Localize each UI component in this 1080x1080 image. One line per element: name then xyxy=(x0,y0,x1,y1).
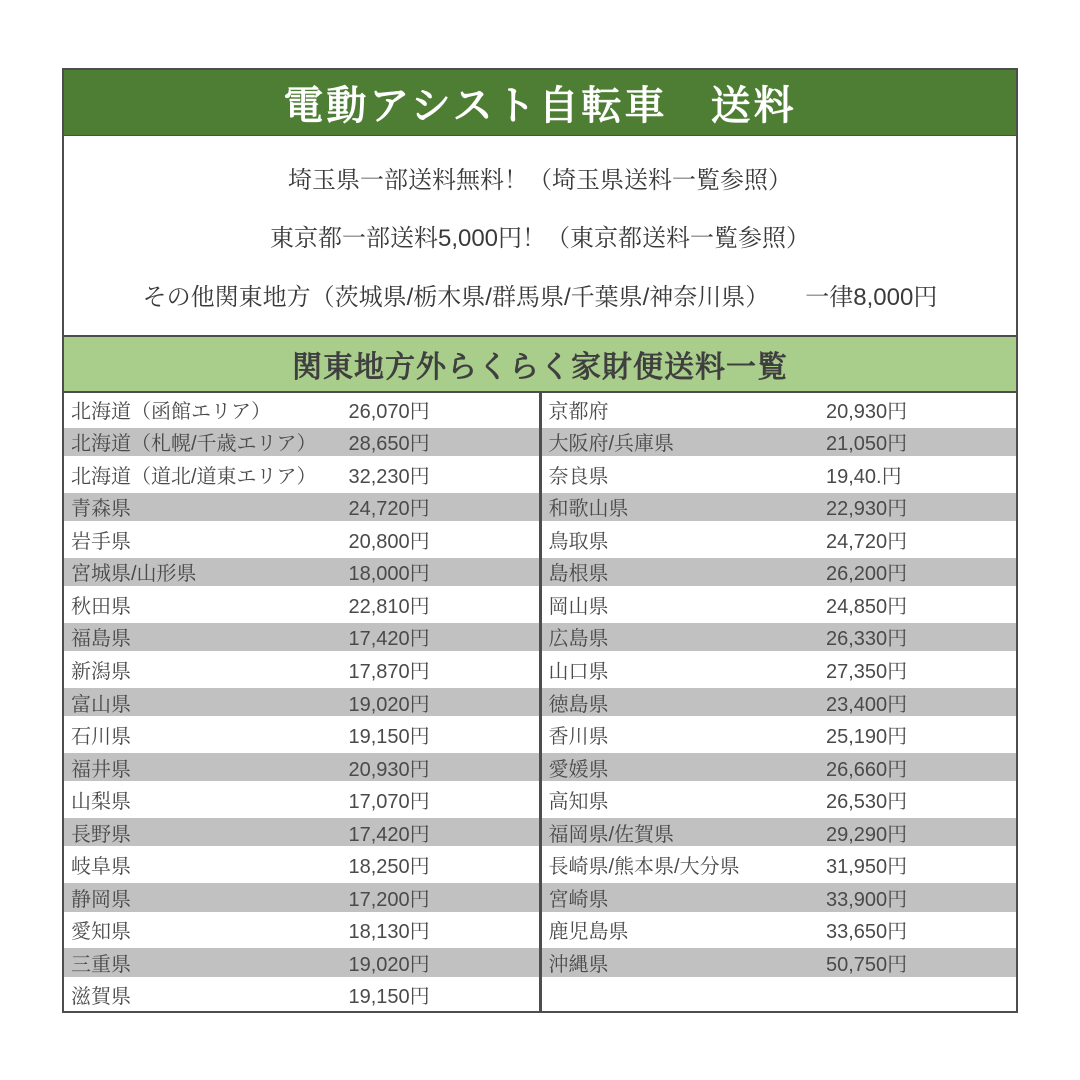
price-value: 17,870円 xyxy=(348,661,430,684)
region-label: 山梨県 xyxy=(71,791,131,814)
table-row xyxy=(64,393,539,426)
price-value: 18,130円 xyxy=(348,921,430,944)
region-label: 北海道（函館エリア） xyxy=(71,400,271,423)
table-row xyxy=(542,556,1017,589)
table-row xyxy=(64,491,539,524)
table-row xyxy=(64,751,539,784)
price-value: 27,350円 xyxy=(826,661,908,684)
fee-table xyxy=(64,393,1016,1011)
region-label: 福井県 xyxy=(71,758,131,781)
fee-table-right-column xyxy=(542,393,1017,1011)
region-label: 京都府 xyxy=(548,400,609,423)
table-row xyxy=(542,946,1017,979)
price-value: 17,420円 xyxy=(348,823,430,846)
table-row xyxy=(64,588,539,621)
price-value: 26,330円 xyxy=(826,628,908,651)
table-row xyxy=(64,914,539,947)
region-label: 石川県 xyxy=(71,726,131,749)
region-label: 北海道（道北/道東エリア） xyxy=(71,465,317,488)
note-saitama: 埼玉県一部送料無料！（埼玉県送料一覧参照） xyxy=(288,166,792,194)
fee-table-header-label: 関東地方外らくらく家財便送料一覧 xyxy=(292,351,788,384)
price-value: 20,930円 xyxy=(348,758,430,781)
table-row xyxy=(542,848,1017,881)
table-row xyxy=(542,621,1017,654)
price-value: 20,930円 xyxy=(826,400,908,423)
table-row xyxy=(64,653,539,686)
fee-table-left-column xyxy=(64,393,539,1011)
region-label: 岩手県 xyxy=(71,530,131,553)
region-label: 香川県 xyxy=(548,726,609,749)
region-label: 島根県 xyxy=(548,563,609,586)
price-value: 26,660円 xyxy=(826,758,908,781)
table-row xyxy=(542,718,1017,751)
price-value: 18,250円 xyxy=(348,856,430,879)
table-row xyxy=(542,979,1017,1012)
table-row xyxy=(542,816,1017,849)
price-value: 19,150円 xyxy=(348,726,430,749)
price-value: 50,750円 xyxy=(826,953,908,976)
price-value: 19,40.円 xyxy=(826,465,902,488)
note-kanto-other: その他関東地方（茨城県/栃木県/群馬県/千葉県/神奈川県） 一律8,000円 xyxy=(142,283,938,311)
region-label: 宮城県/山形県 xyxy=(71,563,197,586)
price-value: 19,150円 xyxy=(348,986,430,1009)
region-label: 徳島県 xyxy=(548,693,609,716)
region-label: 富山県 xyxy=(71,693,131,716)
price-value: 19,020円 xyxy=(348,953,430,976)
fee-table-header xyxy=(64,335,1016,393)
price-value: 19,020円 xyxy=(348,693,430,716)
price-value: 25,190円 xyxy=(826,726,908,749)
region-label: 秋田県 xyxy=(71,595,131,618)
region-label: 愛知県 xyxy=(71,921,131,944)
price-value: 31,950円 xyxy=(826,856,908,879)
region-label: 愛媛県 xyxy=(548,758,609,781)
region-label: 長崎県/熊本県/大分県 xyxy=(548,856,740,879)
region-label: 山口県 xyxy=(548,661,609,684)
price-value: 20,800円 xyxy=(348,530,430,553)
region-label: 広島県 xyxy=(548,628,609,651)
price-value: 24,850円 xyxy=(826,595,908,618)
price-value: 33,650円 xyxy=(826,921,908,944)
region-label: 和歌山県 xyxy=(548,498,629,521)
price-value: 24,720円 xyxy=(826,530,908,553)
table-row xyxy=(542,881,1017,914)
price-value: 32,230円 xyxy=(348,465,430,488)
price-value: 22,810円 xyxy=(348,595,430,618)
table-row xyxy=(542,491,1017,524)
price-value: 22,930円 xyxy=(826,498,908,521)
region-label: 岐阜県 xyxy=(71,856,131,879)
region-label: 福島県 xyxy=(71,628,131,651)
region-label: 沖縄県 xyxy=(548,953,609,976)
region-label: 長野県 xyxy=(71,823,131,846)
region-label: 鳥取県 xyxy=(548,530,609,553)
region-label: 青森県 xyxy=(71,498,131,521)
table-row xyxy=(64,523,539,556)
region-label: 高知県 xyxy=(548,791,609,814)
table-row xyxy=(64,816,539,849)
region-label: 奈良県 xyxy=(548,465,609,488)
price-value: 26,530円 xyxy=(826,791,908,814)
region-label: 三重県 xyxy=(71,953,131,976)
table-row xyxy=(64,458,539,491)
price-value: 17,420円 xyxy=(348,628,430,651)
notes-section xyxy=(64,136,1016,335)
region-label: 福岡県/佐賀県 xyxy=(548,823,675,846)
region-label: 静岡県 xyxy=(71,888,131,911)
table-row xyxy=(64,881,539,914)
region-label: 宮崎県 xyxy=(548,888,609,911)
table-row xyxy=(542,751,1017,784)
table-row xyxy=(64,556,539,589)
table-row xyxy=(542,523,1017,556)
region-label: 岡山県 xyxy=(548,595,609,618)
table-row xyxy=(64,783,539,816)
price-value: 23,400円 xyxy=(826,693,908,716)
table-row xyxy=(542,914,1017,947)
table-row xyxy=(542,393,1017,426)
table-row xyxy=(542,458,1017,491)
price-value: 28,650円 xyxy=(348,433,430,456)
region-label: 鹿児島県 xyxy=(548,921,629,944)
table-row xyxy=(64,426,539,459)
price-value: 17,200円 xyxy=(348,888,430,911)
shipping-fee-panel xyxy=(62,68,1018,1013)
table-row xyxy=(64,718,539,751)
price-value: 26,070円 xyxy=(348,400,430,423)
price-value: 17,070円 xyxy=(348,791,430,814)
region-label: 北海道（札幌/千歳エリア） xyxy=(71,433,317,456)
table-row xyxy=(64,848,539,881)
note-tokyo: 東京都一部送料5,000円！（東京都送料一覧参照） xyxy=(269,225,811,252)
table-row xyxy=(542,783,1017,816)
region-label: 滋賀県 xyxy=(71,986,131,1009)
table-row xyxy=(64,979,539,1012)
price-value: 26,200円 xyxy=(826,563,908,586)
price-value: 21,050円 xyxy=(826,433,908,456)
table-row xyxy=(542,686,1017,719)
title-bar xyxy=(64,70,1016,136)
table-row xyxy=(542,588,1017,621)
price-value: 29,290円 xyxy=(826,823,908,846)
table-row xyxy=(542,653,1017,686)
region-label: 大阪府/兵庫県 xyxy=(548,433,675,456)
price-value: 33,900円 xyxy=(826,888,908,911)
table-row xyxy=(542,426,1017,459)
table-row xyxy=(64,946,539,979)
table-row xyxy=(64,621,539,654)
price-value: 24,720円 xyxy=(348,498,430,521)
price-value: 18,000円 xyxy=(348,563,430,586)
region-label: 新潟県 xyxy=(71,661,131,684)
table-row xyxy=(64,686,539,719)
page-title: 電動アシスト自転車 送料 xyxy=(283,84,797,128)
